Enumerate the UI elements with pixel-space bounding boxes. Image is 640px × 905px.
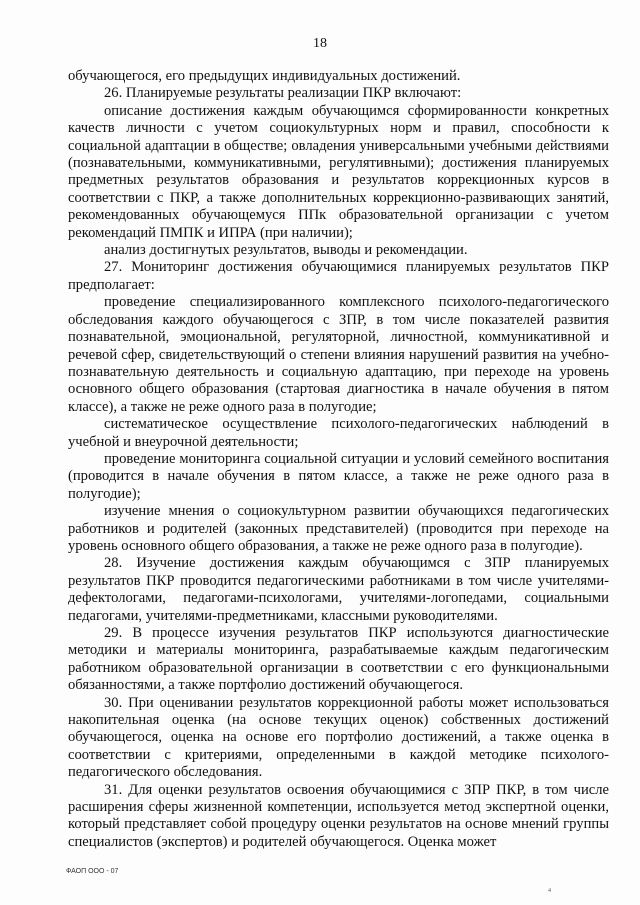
footer-document-code: ФАОП ООО - 07 [66,868,119,875]
corner-mark: 4 [548,888,551,894]
paragraph: систематическое осуществление психолого-педагогических наблюдений в учебной и внеурочной деятельности; [68,416,609,450]
paragraph: 29. В процессе изучения результатов ПКР используются диагностические методики и материалы мониторинга, разрабатываемые каждым педагогическим работником образовательной организации в соответствии с его функциональными обязанностями, а также портфолио достижений обучающегося. [68,625,609,694]
paragraph: описание достижения каждым обучающимся сформированности конкретных качеств личности с учетом социокультурных норм и правил, способности к социальной адаптации в обществе; овладения универсальными учебными действиями (познавательными, коммуникативными, регулятивными); достижения планируемых предметных результатов образования и результатов коррекционных курсов в соответствии с ПКР, а также дополнительных коррекционно-развивающих занятий, рекомендованных обучающемуся ППк образовательной организации с учетом рекомендаций ПМПК и ИПРА (при наличии); [68,102,609,241]
paragraph: 27. Мониторинг достижения обучающимися планируемых результатов ПКР предполагает: [68,259,609,293]
paragraph: 28. Изучение достижения каждым обучающимся с ЗПР планируемых результатов ПКР проводится педагогическими работниками в том числе учителями-дефектологами, педагогами-психологами, учителями-логопедами, социальными педагогами, учителями-предметниками, классными руководителями. [68,555,609,624]
document-body [68,68,609,851]
paragraph: 30. При оценивании результатов коррекционной работы может использоваться накопительная оценка (на основе текущих оценок) собственных достижений обучающегося, оценка на основе его портфолио достижений, а также оценка в соответствии с критериями, определенными в каждой методике психолого-педагогического обследования. [68,694,609,781]
paragraph: 31. Для оценки результатов освоения обучающимися с ЗПР ПКР, в том числе расширения сферы жизненной компетенции, используется метод экспертной оценки, который представляет собой процедуру оценки результатов на основе мнений группы специалистов (экспертов) и родителей обучающегося. Оценка может [68,781,609,850]
page-number: 18 [313,36,327,51]
paragraph: проведение мониторинга социальной ситуации и условий семейного воспитания (проводится в начале обучения в пятом классе, а также не реже одного раза в полугодие); [68,450,609,502]
paragraph: анализ достигнутых результатов, выводы и рекомендации. [104,242,468,259]
paragraph: 26. Планируемые результаты реализации ПКР включают: [104,85,462,102]
paragraph: изучение мнения о социокультурном развитии обучающихся педагогических работников и родителей (законных представителей) (проводится при переходе на уровень основного общего образования, а также не реже одного раза в полугодие). [68,503,609,554]
paragraph: проведение специализированного комплексного психолого-педагогического обследования каждого обучающегося с ЗПР, в том числе показателей развития познавательной, эмоциональной, регуляторной, личностной, коммуникативной и речевой сфер, свидетельствующий о степени влияния нарушений развития на учебно-познавательную деятельность и социальную адаптацию, при переходе на уровень основного общего образования (стартовая диагностика в начале обучения в пятом классе), а также не реже одного раза в полугодие; [68,294,609,415]
paragraph: обучающегося, его предыдущих индивидуальных достижений. [68,68,461,84]
